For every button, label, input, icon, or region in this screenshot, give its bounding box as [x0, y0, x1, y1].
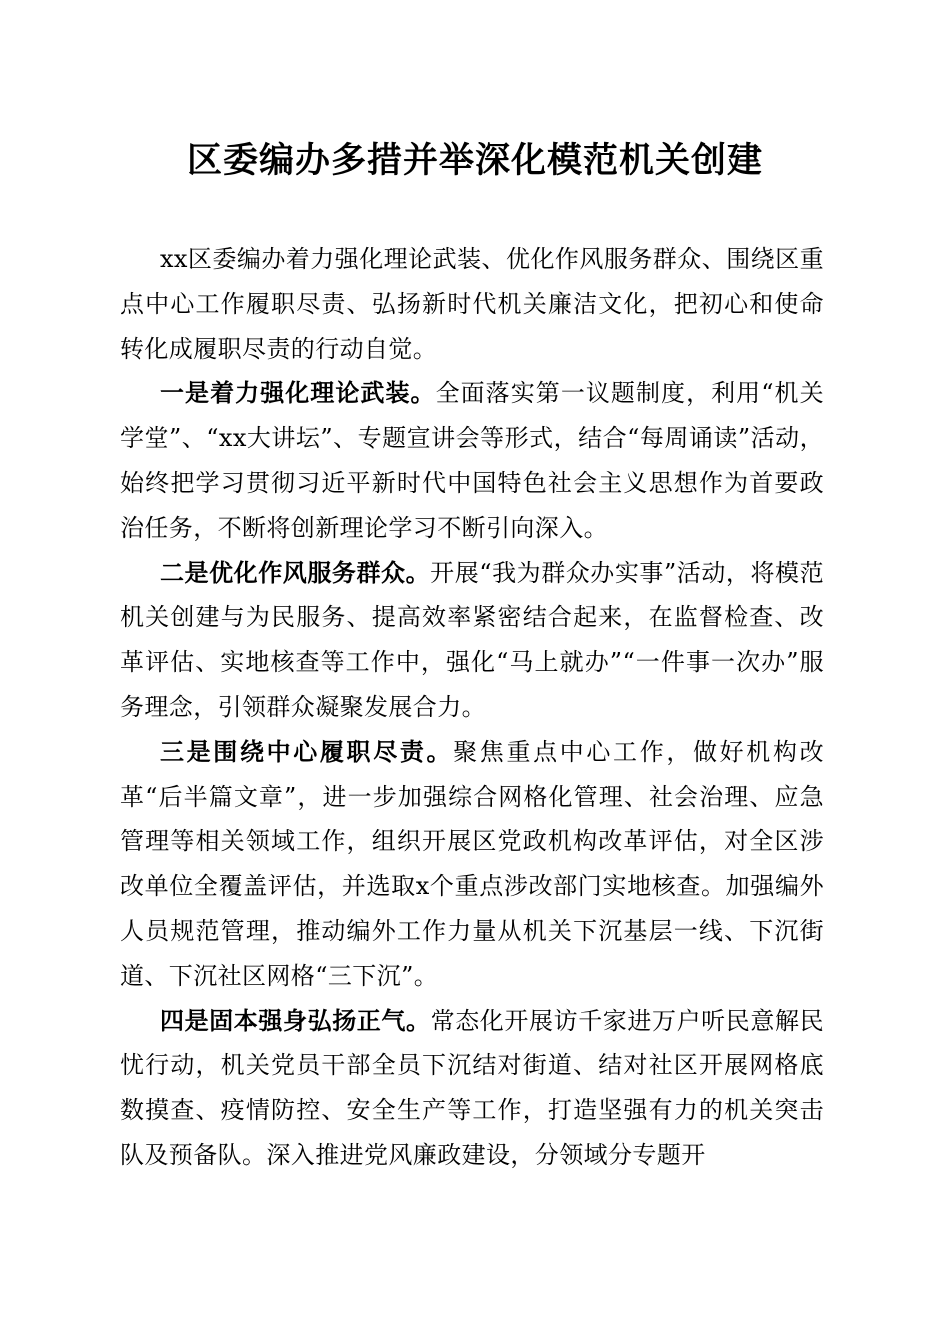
paragraph-text: xx区委编办着力强化理论武装、优化作风服务群众、围绕区重点中心工作履职尽责、弘扬新时代机关廉洁文化，把初心和使命转化成履职尽责的行动自觉。 [120, 245, 824, 363]
paragraph-lead: 四是固本强身弘扬正气。 [160, 1005, 431, 1035]
paragraph-lead: 三是围绕中心履职尽责。 [160, 736, 454, 766]
paragraph-intro [120, 237, 824, 371]
paragraph-text: 全面落实第一议题制度，利用“机关学堂”、“xx大讲坛”、专题宣讲会等形式，结合“每周诵读”活动，始终把学习贯彻习近平新时代中国特色社会主义思想作为首要政治任务，不断将创新理论学习不断引向深入。 [120, 379, 824, 542]
paragraph-text: 开展“我为群众办实事”活动，将模范机关创建与为民服务、提高效率紧密结合起来，在监督检查、改革评估、实地核查等工作中，强化“马上就办”“一件事一次办”服务理念，引领群众凝聚发展合力。 [120, 558, 824, 721]
paragraph-theory [120, 371, 824, 550]
document-title: 区委编办多措并举深化模范机关创建 [186, 140, 763, 181]
paragraph-text: 常态化开展访千家进万户听民意解民忧行动，机关党员干部全员下沉结对街道、结对社区开展网格底数摸查、疫情防控、安全生产等工作，打造坚强有力的机关突击队及预备队。深入推进党风廉政建设，分领域分专题开 [120, 1006, 824, 1169]
paragraph-lead: 二是优化作风服务群众。 [160, 557, 431, 587]
paragraph-integrity [120, 999, 824, 1178]
paragraph-text: 聚焦重点中心工作，做好机构改革“后半篇文章”，进一步加强综合网格化管理、社会治理、应急管理等相关领域工作，组织开展区党政机构改革评估，对全区涉改单位全覆盖评估，并选取x个重点涉改部门实地核查。加强编外人员规范管理，推动编外工作力量从机关下沉基层一线、下沉街道、下沉社区网格“三下沉”。 [120, 737, 824, 990]
paragraph-center [120, 730, 824, 999]
paragraph-style [120, 551, 824, 730]
document-body [120, 237, 824, 1178]
paragraph-lead: 一是着力强化理论武装。 [160, 378, 436, 408]
